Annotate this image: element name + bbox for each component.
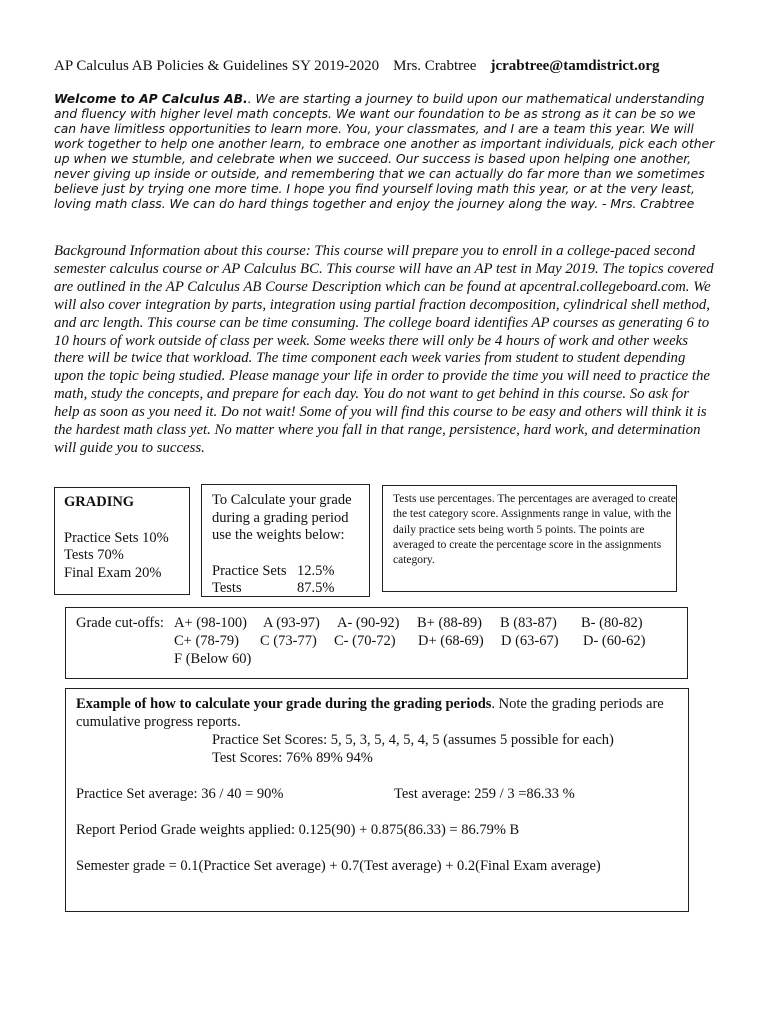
averages-row [76,785,688,803]
calculate-box [201,484,370,597]
tests-note: Tests use percentages. The percentages are averaged to create the test category score. Assignments range in value, with the daily practice sets being worth 5 points. The points are averaged to create the percentage score in the assignments category. [393,493,676,567]
grading-heading: GRADING [64,494,135,510]
welcome-lead: Welcome to AP Calculus AB. [54,92,248,106]
cutoff-item: C+ (78-79) [174,633,239,649]
background-paragraph: Background Information about this course: This course will prepare you to enroll in a college-paced second semester calculus course or AP Calculus BC. This course will have an AP test in May 2019. The topics covered are outlined in the AP Calculus AB Course Description which can be found at apcentral.collegeboard.com. We will also cover integration by parts, integration using partial fraction decomposition, cylindrical shell method, and arc length. This course can be time consuming. The college board identifies AP courses as generating 6 to 10 hours of work outside of class per week. Some weeks there will only be 4 hours of work and other weeks there will be twice that workload. The time component each week varies from student to student depending upon the topic being studied. Please manage your life in order to provide the time you will need to practice the math, study the concepts, and prepare for each day. You do not want to get behind in this course. So ask for help as soon as you need it. Do not wait! Some of you will find this course to be easy and others will think it is the hardest math class yet. No matter where you fall in that range, persistence, hard work, and determination will guide you to success. [54,243,714,456]
cutoff-item: D (63-67) [501,633,559,649]
example-title-rest: . Note the grading periods are cumulative progress reports. [76,696,664,730]
weight-value: 87.5% [297,580,335,596]
cutoff-row [76,650,687,668]
practice-set-average: Practice Set average: 36 / 40 = 90% [76,786,284,802]
cutoff-item: B- (80-82) [581,615,643,631]
tests-note-box [382,485,677,592]
cutoff-item: C (73-77) [260,633,317,649]
cutoff-item: A (93-97) [263,615,320,631]
weight-row [212,580,369,598]
cutoff-item: A+ (98-100) [174,615,248,631]
cutoff-label: Grade cut-offs: [76,615,164,631]
weight-label: Tests [212,580,242,596]
weight-value: 12.5% [297,562,335,579]
document-header [54,58,659,75]
report-period-grade: Report Period Grade weights applied: 0.125(90) + 0.875(86.33) = 86.79% B [76,822,520,838]
test-average: Test average: 259 / 3 =86.33 % [394,786,575,802]
cutoff-item: B (83-87) [500,615,557,631]
cutoff-row [76,614,687,632]
cutoff-item: D+ (68-69) [418,633,484,649]
example-intro [76,695,688,731]
course-title: AP Calculus AB Policies & Guidelines SY 2019-2020 [54,58,380,74]
welcome-paragraph [54,92,720,212]
welcome-body: . We are starting a journey to build upon our mathematical understanding and fluency with higher level math concepts. We want our foundation to be as strong as it can be so we can have limitless opportunities to learn more. You, your classmates, and I are a team this year. We will work together to help one another learn, to embrace one another as important individuals, pick each other up when we stumble, and celebrate when we succeed. Our success is based upon helping one another, never giving up inside or outside, and remembering that we can actually do far more than we sometimes believe just by trying one more time. I hope you find yourself loving math this year, or at the very least, loving math class. We can do hard things together and enjoy the journey along the way. - Mrs. Crabtree [54,92,715,211]
teacher-email: jcrabtree@tamdistrict.org [490,58,660,74]
weight-row [212,563,369,581]
teacher-name: Mrs. Crabtree [393,58,477,74]
grading-item: Practice Sets 10% [64,529,169,546]
cutoff-item: A- (90-92) [337,615,400,631]
calculate-intro: To Calculate your grade during a grading period use the weights below: [212,492,352,543]
test-scores: Test Scores: 76% 89% 94% [212,750,373,766]
cutoff-item: C- (70-72) [334,633,396,649]
weight-label: Practice Sets [212,562,287,579]
grading-item: Tests 70% [64,547,124,563]
grading-box [54,487,190,595]
practice-set-scores: Practice Set Scores: 5, 5, 3, 5, 4, 5, 4, 5 (assumes 5 possible for each) [212,732,614,748]
cutoff-item: B+ (88-89) [417,615,482,631]
grading-item: Final Exam 20% [64,564,162,581]
cutoff-item: D- (60-62) [583,633,646,649]
grade-cutoffs-box [65,607,688,679]
example-box [65,688,689,912]
example-title: Example of how to calculate your grade during the grading periods [76,696,492,712]
semester-grade-formula: Semester grade = 0.1(Practice Set average) + 0.7(Test average) + 0.2(Final Exam average) [76,858,601,874]
cutoff-item: F (Below 60) [174,651,252,667]
cutoff-row [76,632,687,650]
